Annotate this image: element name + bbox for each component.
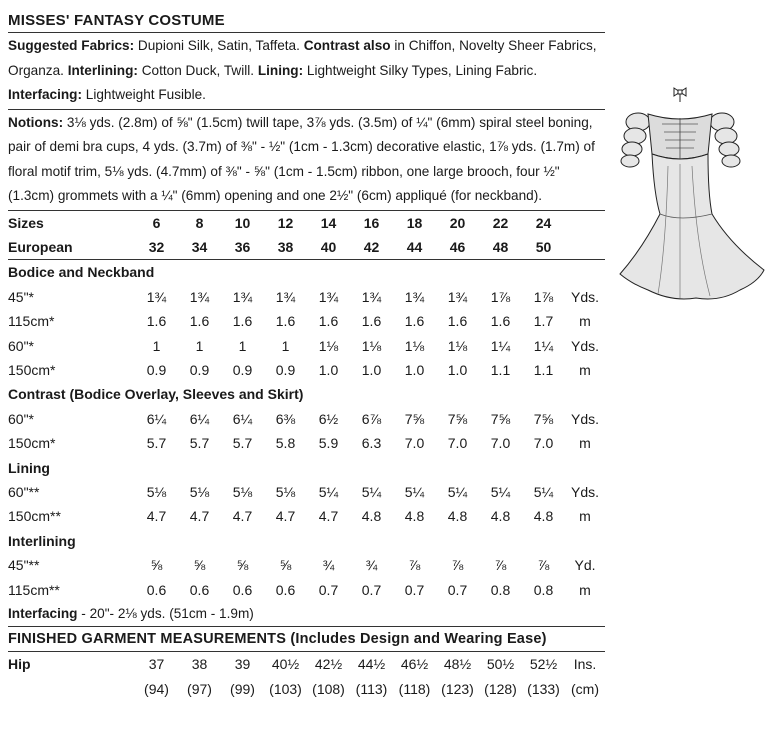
- yardage-cell: 5¼: [447, 483, 468, 500]
- yardage-cell: 1.6: [189, 313, 210, 330]
- yardage-cell: 5¼: [318, 483, 339, 500]
- yardage-cell: 1.6: [490, 313, 511, 330]
- unit-cell: Yds.: [570, 483, 599, 500]
- yardage-cell: ⅝: [279, 557, 292, 574]
- european-size-cell: 46: [449, 238, 466, 255]
- yardage-cell: 6½: [318, 410, 339, 427]
- yardage-cell: 4.8: [490, 508, 511, 525]
- yardage-cell: 1¼: [533, 337, 554, 354]
- yardage-cell: 4.7: [146, 508, 167, 525]
- interfacing-line: [8, 602, 605, 626]
- yardage-cell: 6⅜: [275, 410, 296, 427]
- yardage-cell: 0.6: [275, 581, 296, 598]
- yardage-cell: 1.0: [404, 361, 425, 378]
- yardage-cell: 0.9: [189, 361, 210, 378]
- yardage-cell: 0.7: [361, 581, 382, 598]
- hip-inches-cell: 39: [234, 656, 251, 673]
- unit-cell: Ins.: [573, 656, 597, 673]
- interlining-text: Cotton Duck, Twill.: [137, 62, 258, 78]
- yardage-row: [8, 358, 605, 382]
- lining-text: Lightweight Silky Types, Lining Fabric.: [303, 62, 538, 78]
- yardage-row: [8, 309, 605, 333]
- yardage-cell: ⅞: [451, 557, 464, 574]
- yardage-cell: 1.0: [361, 361, 382, 378]
- size-cell: 8: [195, 214, 204, 231]
- yardage-cell: 1⅛: [404, 337, 425, 354]
- hip-inches-cell: 42½: [314, 656, 343, 673]
- unit-cell: Yds.: [570, 288, 599, 305]
- yardage-cell: ⅞: [494, 557, 507, 574]
- fabric-width-label: 60"**: [8, 483, 40, 500]
- unit-cell: Yds.: [570, 410, 599, 427]
- yardage-cell: 1¾: [318, 288, 339, 305]
- unit-cell: m: [579, 313, 591, 330]
- yardage-cell: 1¾: [275, 288, 296, 305]
- yardage-cell: 0.6: [232, 581, 253, 598]
- fabric-width-label: 60"*: [8, 337, 34, 354]
- yardage-cell: 4.8: [404, 508, 425, 525]
- notions-paragraph: [8, 110, 605, 210]
- yardage-cell: 6.3: [361, 435, 382, 452]
- suggested-fabrics-text: Dupioni Silk, Satin, Taffeta.: [134, 38, 304, 53]
- european-size-cell: 44: [406, 238, 423, 255]
- yardage-cell: 1: [238, 337, 247, 354]
- yardage-cell: 7⅝: [490, 410, 511, 427]
- hip-cm-cell: (108): [312, 680, 345, 697]
- contrast-text: in Chiffon, Novelty Sheer Fabrics, Organza.: [8, 38, 597, 78]
- yardage-table: [8, 211, 605, 603]
- yardage-cell: 7⅝: [447, 410, 468, 427]
- european-size-cell: 40: [320, 238, 337, 255]
- yardage-cell: 0.8: [533, 581, 554, 598]
- fabric-width-label: 150cm*: [8, 361, 56, 378]
- hip-inches-row: [8, 652, 605, 676]
- yardage-cell: 1¼: [490, 337, 511, 354]
- european-size-cell: 38: [277, 238, 294, 255]
- yardage-cell: 1⅛: [361, 337, 382, 354]
- yardage-cell: 0.7: [318, 581, 339, 598]
- size-cell: 18: [406, 214, 423, 231]
- yardage-cell: 0.6: [146, 581, 167, 598]
- unit-cell: m: [579, 581, 591, 598]
- yardage-cell: ⅞: [537, 557, 550, 574]
- yardage-cell: 4.8: [447, 508, 468, 525]
- yardage-cell: 1: [281, 337, 290, 354]
- european-row: [8, 235, 605, 260]
- contrast-label: Contrast also: [303, 38, 391, 53]
- empty-unit-cell: [565, 235, 605, 260]
- hip-cm-cell: (113): [355, 680, 388, 697]
- yardage-cell: 1: [195, 337, 204, 354]
- sizes-row: [8, 211, 605, 235]
- yardage-cell: 1¾: [447, 288, 468, 305]
- yardage-cell: ¾: [322, 557, 335, 574]
- yardage-body: [8, 211, 605, 603]
- unit-cell: Yd.: [574, 557, 596, 574]
- pattern-title: MISSES' FANTASY COSTUME: [8, 12, 225, 29]
- section-title: Lining: [8, 459, 50, 476]
- fabric-width-label: 60"*: [8, 410, 34, 427]
- size-cell: 24: [535, 214, 552, 231]
- unit-cell: (cm): [571, 680, 599, 697]
- european-size-cell: 36: [234, 238, 251, 255]
- yardage-cell: 6¼: [232, 410, 253, 427]
- yardage-cell: 5¼: [490, 483, 511, 500]
- yardage-cell: 5¼: [533, 483, 554, 500]
- hip-cm-cell: (118): [398, 680, 431, 697]
- notions-text: 3⅛ yds. (2.8m) of ⅝" (1.5cm) twill tape, 3⅞ yds. (3.5m) of ¼" (6mm) spiral steel boning, pair of demi bra cups, 4 yds. (3.7m) of ⅜" - ½" (1cm - 1.3cm) decorative elastic, 1⅞ yds. (1.7m) of floral motif trim, 5⅛ yds. (4.7mm) of ⅜" - ⅝" (1cm - 1.5cm) ribbon, one large brooch, four ½" (1.3cm) grommets with a ¼" (6mm) opening and one 2½" (6cm) appliqué (for neckband).: [8, 114, 595, 203]
- yardage-cell: 1.6: [361, 313, 382, 330]
- yardage-row: [8, 431, 605, 455]
- yardage-cell: 5⅛: [232, 483, 253, 500]
- size-cell: 12: [277, 214, 294, 231]
- yardage-cell: 1⅛: [447, 337, 468, 354]
- yardage-cell: 5.9: [318, 435, 339, 452]
- fabric-width-label: 45"**: [8, 557, 40, 574]
- size-cell: 20: [449, 214, 466, 231]
- yardage-row: [8, 504, 605, 528]
- yardage-cell: 4.7: [232, 508, 253, 525]
- yardage-cell: ⅞: [408, 557, 421, 574]
- yardage-cell: 4.7: [189, 508, 210, 525]
- lining-label: Lining:: [257, 62, 304, 78]
- yardage-row: [8, 334, 605, 358]
- yardage-cell: 4.7: [318, 508, 339, 525]
- yardage-cell: 5⅛: [275, 483, 296, 500]
- yardage-cell: 1.0: [447, 361, 468, 378]
- interfacing-text: Lightweight Fusible.: [82, 87, 206, 102]
- european-size-cell: 50: [535, 238, 552, 255]
- section-header-row: [8, 529, 605, 553]
- yardage-cell: 0.7: [447, 581, 468, 598]
- yardage-cell: 1¾: [189, 288, 210, 305]
- yardage-cell: 5¼: [361, 483, 382, 500]
- empty-label-cell: [8, 677, 135, 701]
- yardage-row: [8, 578, 605, 602]
- hip-inches-cell: 40½: [271, 656, 300, 673]
- yardage-cell: 1⅞: [490, 288, 511, 305]
- hip-inches-cell: 50½: [486, 656, 515, 673]
- yardage-cell: 7⅝: [533, 410, 554, 427]
- section-header-row: [8, 382, 605, 406]
- interfacing-line-text: - 20"- 2⅛ yds. (51cm - 1.9m): [77, 606, 254, 621]
- section-title: Interlining: [8, 532, 76, 549]
- european-size-cell: 34: [191, 238, 208, 255]
- yardage-cell: 1.6: [275, 313, 296, 330]
- fabric-width-label: 115cm*: [8, 313, 55, 330]
- yardage-row: [8, 407, 605, 431]
- yardage-cell: 0.7: [404, 581, 425, 598]
- hip-inches-cell: 38: [191, 656, 208, 673]
- european-size-cell: 42: [363, 238, 380, 255]
- yardage-cell: 7.0: [490, 435, 511, 452]
- size-cell: 16: [363, 214, 380, 231]
- yardage-cell: 1¾: [404, 288, 425, 305]
- yardage-cell: 1.6: [447, 313, 468, 330]
- hip-label: Hip: [8, 656, 31, 673]
- european-size-cell: 32: [148, 238, 165, 255]
- pattern-envelope-back: [8, 10, 605, 701]
- empty-unit-cell: [565, 211, 605, 235]
- yardage-cell: 1.0: [318, 361, 339, 378]
- hip-cm-cell: (133): [527, 680, 560, 697]
- unit-cell: m: [579, 361, 591, 378]
- hip-cm-cell: (103): [269, 680, 302, 697]
- yardage-cell: 7⅝: [404, 410, 425, 427]
- yardage-cell: 6⅞: [361, 410, 382, 427]
- yardage-cell: 0.6: [189, 581, 210, 598]
- yardage-cell: 1.6: [318, 313, 339, 330]
- yardage-cell: 1⅛: [318, 337, 339, 354]
- finished-measurements-table: [8, 652, 605, 701]
- finished-body: [8, 652, 605, 701]
- size-cell: 6: [152, 214, 161, 231]
- hip-cm-cell: (97): [187, 680, 212, 697]
- yardage-cell: 1.6: [404, 313, 425, 330]
- yardage-cell: 6¼: [146, 410, 167, 427]
- yardage-cell: 5.7: [232, 435, 253, 452]
- yardage-cell: 5.7: [146, 435, 167, 452]
- finished-measurements-title: FINISHED GARMENT MEASUREMENTS (Includes Design and Wearing Ease): [8, 631, 547, 648]
- fabric-width-label: 150cm**: [8, 508, 61, 525]
- section-header-row: [8, 456, 605, 480]
- section-title: Contrast (Bodice Overlay, Sleeves and Skirt): [8, 386, 304, 403]
- yardage-cell: 0.9: [146, 361, 167, 378]
- section-header-row: [8, 260, 605, 284]
- yardage-cell: ⅝: [236, 557, 249, 574]
- yardage-cell: ¾: [365, 557, 378, 574]
- hip-cm-cell: (123): [441, 680, 474, 697]
- fabric-width-label: 115cm**: [8, 581, 60, 598]
- gown-illustration: [612, 84, 772, 306]
- yardage-cell: 1¾: [232, 288, 253, 305]
- yardage-cell: 1¾: [146, 288, 167, 305]
- yardage-cell: 4.8: [533, 508, 554, 525]
- yardage-row: [8, 285, 605, 309]
- yardage-cell: 0.9: [275, 361, 296, 378]
- yardage-cell: 6¼: [189, 410, 210, 427]
- interfacing-line-label: Interfacing: [8, 606, 78, 621]
- yardage-cell: 4.8: [361, 508, 382, 525]
- yardage-row: [8, 553, 605, 577]
- unit-cell: Yds.: [570, 337, 599, 354]
- yardage-row: [8, 480, 605, 504]
- yardage-cell: 0.8: [490, 581, 511, 598]
- yardage-cell: 5¼: [404, 483, 425, 500]
- yardage-cell: 1.7: [533, 313, 554, 330]
- yardage-cell: 7.0: [447, 435, 468, 452]
- yardage-cell: 1.6: [146, 313, 167, 330]
- yardage-cell: 5⅛: [189, 483, 210, 500]
- sizes-label: Sizes: [8, 214, 44, 231]
- yardage-cell: 0.9: [232, 361, 253, 378]
- hip-inches-cell: 37: [148, 656, 165, 673]
- yardage-cell: 5.8: [275, 435, 296, 452]
- yardage-cell: 5.7: [189, 435, 210, 452]
- hip-cm-row: [8, 677, 605, 701]
- hip-inches-cell: 44½: [357, 656, 386, 673]
- yardage-cell: ⅝: [150, 557, 163, 574]
- size-cell: 10: [234, 214, 251, 231]
- section-title: Bodice and Neckband: [8, 264, 155, 281]
- size-cell: 22: [492, 214, 509, 231]
- yardage-cell: 7.0: [533, 435, 554, 452]
- notions-label: Notions:: [8, 114, 64, 130]
- hip-inches-cell: 46½: [400, 656, 429, 673]
- hip-cm-cell: (99): [230, 680, 255, 697]
- yardage-cell: 1⅞: [533, 288, 554, 305]
- hip-inches-cell: 52½: [529, 656, 558, 673]
- fabric-width-label: 150cm*: [8, 435, 56, 452]
- european-size-cell: 48: [492, 238, 509, 255]
- european-label: European: [8, 238, 73, 255]
- yardage-cell: 5⅛: [146, 483, 167, 500]
- hip-cm-cell: (94): [144, 680, 169, 697]
- yardage-cell: 1.6: [232, 313, 253, 330]
- interfacing-label: Interfacing:: [8, 87, 83, 102]
- yardage-cell: ⅝: [193, 557, 206, 574]
- fabric-width-label: 45"*: [8, 288, 34, 305]
- yardage-cell: 1.1: [533, 361, 554, 378]
- suggested-fabrics-label: Suggested Fabrics:: [8, 38, 135, 53]
- unit-cell: m: [579, 435, 591, 452]
- unit-cell: m: [579, 508, 591, 525]
- hip-inches-cell: 48½: [443, 656, 472, 673]
- interlining-label: Interlining:: [67, 62, 138, 78]
- hip-cm-cell: (128): [484, 680, 517, 697]
- yardage-cell: 1.1: [490, 361, 511, 378]
- yardage-cell: 1: [152, 337, 161, 354]
- size-cell: 14: [320, 214, 337, 231]
- fabrics-paragraph: [8, 33, 605, 109]
- yardage-cell: 4.7: [275, 508, 296, 525]
- yardage-cell: 7.0: [404, 435, 425, 452]
- yardage-cell: 1¾: [361, 288, 382, 305]
